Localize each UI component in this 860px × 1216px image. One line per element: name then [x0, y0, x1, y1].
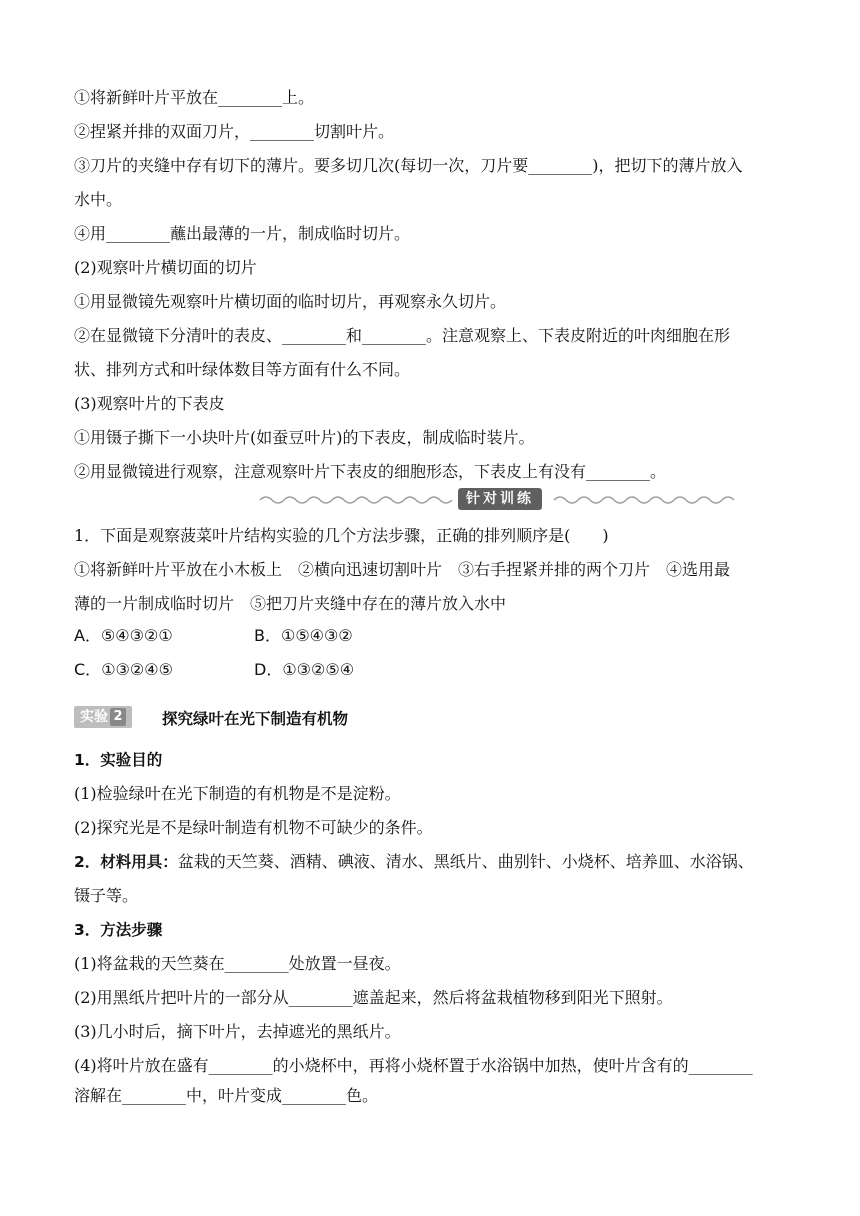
materials-text: 盆栽的天竺葵、酒精、碘液、清水、黑纸片、曲别针、小烧杯、培养皿、水浴锅、 — [177, 852, 754, 871]
option-c — [74, 660, 173, 680]
step-pick-slice: ④用________蘸出最薄的一片，制成临时切片。 — [74, 224, 411, 243]
experiment-tag — [74, 706, 132, 730]
practice-banner-label: 针对训练 — [458, 488, 542, 510]
subheading-observe-cross-section: (2)观察叶片横切面的切片 — [74, 258, 257, 277]
option-text: ①③②⑤④ — [282, 660, 355, 679]
method-step-1: (1)将盆栽的天竺葵在________处放置一昼夜。 — [74, 954, 401, 973]
option-a — [74, 626, 173, 646]
step-cut-repeat: ③刀片的夹缝中存有切下的薄片。要多切几次(每切一次，刀片要________)，把切下的薄片放入 — [74, 156, 743, 175]
option-letter: A． — [74, 626, 101, 645]
option-letter: D． — [254, 660, 283, 679]
option-letter: C． — [74, 660, 102, 679]
experiment-tag-label — [74, 706, 132, 728]
observe-step-1: ①用显微镜先观察叶片横切面的临时切片，再观察永久切片。 — [74, 292, 507, 311]
question-steps: ①将新鲜叶片平放在小木板上 ②横向迅速切割叶片 ③右手捏紧并排的两个刀片 ④选用最 — [74, 560, 731, 579]
epidermis-step-2: ②用显微镜进行观察，注意观察叶片下表皮的细胞形态，下表皮上有没有________。 — [74, 462, 667, 481]
method-step-2: (2)用黑纸片把叶片的一部分从________遮盖起来，然后将盆栽植物移到阳光下照射。 — [74, 988, 673, 1007]
purpose-2: (2)探究光是不是绿叶制造有机物不可缺少的条件。 — [74, 818, 433, 837]
epidermis-step-1: ①用镊子撕下一小块叶片(如蚕豆叶片)的下表皮，制成临时装片。 — [74, 428, 535, 447]
option-text: ①③②④⑤ — [101, 660, 173, 679]
experiment-title: 探究绿叶在光下制造有机物 — [162, 710, 349, 728]
heading-method: 3．方法步骤 — [74, 921, 163, 939]
observe-step-2-cont: 状、排列方式和叶绿体数目等方面有什么不同。 — [74, 360, 411, 379]
heading-purpose: 1．实验目的 — [74, 751, 163, 769]
option-text: ①⑤④③② — [280, 626, 353, 645]
materials-line — [74, 852, 754, 872]
step-cut-repeat-cont: 水中。 — [74, 190, 123, 209]
option-text: ⑤④③②① — [100, 626, 173, 645]
observe-step-2: ②在显微镜下分清叶的表皮、________和________。注意观察上、下表皮附近的叶肉细胞在形 — [74, 326, 731, 345]
option-letter: B． — [254, 626, 281, 645]
step-place-leaf: ①将新鲜叶片平放在________上。 — [74, 88, 315, 107]
heading-materials: 2．材料用具： — [74, 853, 178, 871]
question-steps-cont: 薄的一片制成临时切片 ⑤把刀片夹缝中存在的薄片放入水中 — [74, 594, 507, 613]
experiment-tag-text: 实验 — [80, 709, 108, 725]
wave-divider — [74, 486, 790, 514]
method-step-3: (3)几小时后，摘下叶片，去掉遮光的黑纸片。 — [74, 1022, 401, 1041]
subheading-lower-epidermis: (3)观察叶片的下表皮 — [74, 394, 225, 413]
option-d — [254, 660, 354, 680]
practice-banner — [74, 486, 790, 514]
option-b — [254, 626, 353, 646]
experiment-number: 2 — [110, 708, 126, 726]
step-cut-leaf: ②捏紧并排的双面刀片，________切割叶片。 — [74, 122, 395, 141]
method-step-4-cont: 溶解在________中，叶片变成________色。 — [74, 1086, 379, 1105]
question-stem: 1．下面是观察菠菜叶片结构实验的几个方法步骤，正确的排列顺序是( ) — [74, 526, 609, 545]
purpose-1: (1)检验绿叶在光下制造的有机物是不是淀粉。 — [74, 784, 401, 803]
materials-cont: 镊子等。 — [74, 886, 139, 905]
method-step-4: (4)将叶片放在盛有________的小烧杯中，再将小烧杯置于水浴锅中加热，使叶片含有的________ — [74, 1056, 753, 1075]
